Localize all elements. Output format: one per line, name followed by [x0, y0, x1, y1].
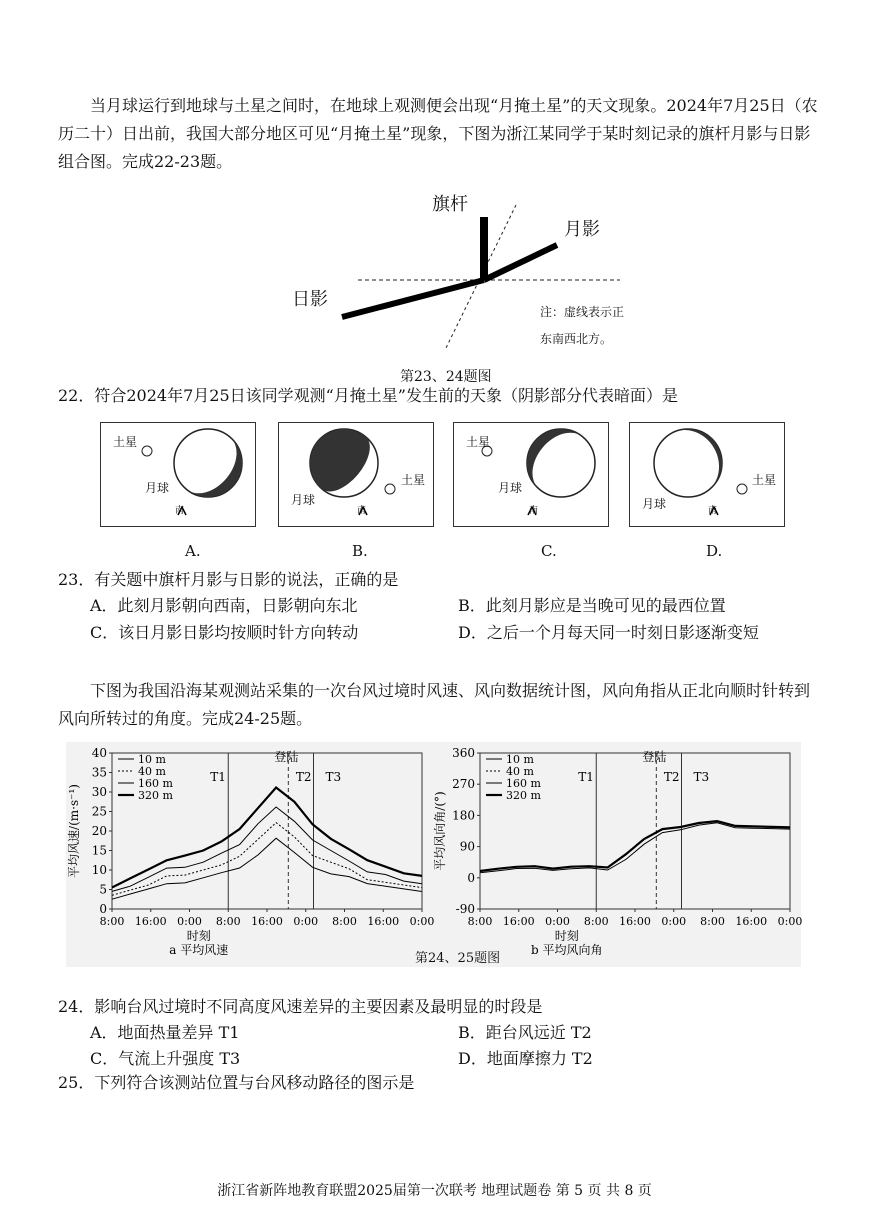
y-tick-label: 0	[99, 902, 107, 916]
period-label-t2: T2	[663, 770, 680, 784]
x-tick-label: 16:00	[134, 915, 167, 928]
moon-label: 月球	[145, 481, 170, 495]
south-label: 南	[708, 506, 718, 516]
question-24-option-d: D．地面摩擦力 T2	[458, 1049, 593, 1068]
y-tick-label: 270	[452, 777, 475, 792]
option-a-label: A.	[185, 542, 201, 560]
landfall-label: 登陆	[642, 750, 667, 764]
x-tick-label: 0:00	[177, 915, 202, 928]
x-tick-label: 0:00	[777, 915, 802, 928]
question-24-stem: 24．影响台风过境时不同高度风速差异的主要因素及最明显的时段是	[58, 997, 543, 1016]
series-line-10m	[112, 838, 422, 899]
figure-caption-1: 第23、24题图	[400, 369, 492, 385]
option-a-panel	[100, 422, 256, 527]
legend-label: 40 m	[506, 765, 534, 778]
legend-label: 320 m	[506, 789, 541, 802]
period-label-t3: T3	[693, 770, 710, 784]
page-footer: 浙江省新阵地教育联盟2025届第一次联考 地理试题卷 第 5 页 共 8 页	[217, 1183, 652, 1199]
question-23-stem: 23．有关题中旗杆月影与日影的说法，正确的是	[58, 570, 399, 589]
period-label-t3: T3	[325, 770, 342, 784]
landfall-label: 登陆	[274, 750, 299, 764]
legend-label: 320 m	[138, 789, 173, 802]
saturn-label: 土星	[113, 435, 138, 449]
saturn-circle	[385, 484, 395, 494]
south-label: 南	[175, 506, 185, 516]
x-tick-label: 16:00	[735, 915, 768, 928]
x-tick-label: 8:00	[332, 915, 357, 928]
option-b-panel	[278, 422, 434, 527]
x-tick-label: 0:00	[545, 915, 570, 928]
saturn-circle	[142, 446, 152, 456]
y-tick-label: 40	[91, 746, 107, 760]
option-c-label: C.	[541, 542, 557, 560]
question-23-option-d: D．之后一个月每天同一时刻日影逐渐变短	[458, 623, 759, 642]
y-tick-label: 15	[91, 843, 107, 858]
period-label-t1: T1	[210, 770, 226, 784]
x-tick-label: 16:00	[619, 915, 651, 928]
saturn-circle	[737, 484, 747, 494]
x-tick-label: 16:00	[367, 915, 400, 928]
option-b-label: B.	[352, 542, 368, 560]
y-tick-label: -90	[455, 902, 475, 916]
y-tick-label: 0	[467, 870, 475, 885]
intro-paragraph-2: 下图为我国沿海某观测站采集的一次台风过境时风速、风向数据统计图，风向角指从正北向顺时针转到风向所转过的角度。完成24-25题。	[58, 681, 811, 728]
figure-caption-2: 第24、25题图	[415, 951, 501, 966]
y-tick-label: 5	[99, 882, 107, 897]
intro-paragraph-1: 当月球运行到地球与土星之间时，在地球上观测便会出现“月掩土星”的天文现象。2024年7月25日（农历二十）日出前，我国大部分地区可见“月掩土星”现象，下图为浙江某同学于某时刻记录的旗杆月影与日影组合图。完成22-23题。	[58, 96, 818, 171]
x-tick-label: 8:00	[583, 915, 609, 928]
x-tick-label: 16:00	[251, 915, 283, 928]
x-tick-label: 8:00	[215, 915, 241, 928]
question-24-option-a: A．地面热量差异 T1	[90, 1023, 240, 1042]
question-22-stem: 22．符合2024年7月25日该同学观测“月掩土星”发生前的天象（阴影部分代表暗面）是	[58, 386, 678, 405]
y-tick-label: 25	[91, 804, 107, 819]
period-label-t1: T1	[578, 770, 594, 784]
question-25-stem: 25．下列符合该测站位置与台风移动路径的图示是	[58, 1073, 415, 1092]
y-tick-label: 180	[452, 808, 475, 823]
y-axis-label: 平均风向角/(°)	[433, 791, 447, 871]
moon-shadow-line	[484, 245, 557, 280]
x-axis-label: 时刻	[186, 929, 211, 943]
saturn-label: 土星	[752, 473, 777, 487]
series-line-160m	[112, 807, 422, 891]
x-axis-label: 时刻	[554, 929, 579, 943]
legend-label: 160 m	[506, 777, 541, 790]
chart-title: a 平均风速	[169, 943, 229, 957]
legend-label: 10 m	[138, 753, 166, 766]
moon-shadow-label: 月影	[564, 219, 600, 240]
option-d-panel	[629, 422, 785, 527]
y-tick-label: 360	[452, 746, 475, 760]
moon-label: 月球	[291, 493, 316, 507]
moon-label: 月球	[498, 481, 523, 495]
south-label: 南	[529, 506, 539, 516]
sun-shadow-line	[342, 280, 484, 317]
legend-label: 10 m	[506, 753, 534, 766]
x-tick-label: 16:00	[502, 915, 535, 928]
y-tick-label: 10	[91, 863, 107, 877]
period-label-t2: T2	[295, 770, 312, 784]
y-tick-label: 90	[459, 839, 475, 854]
flagpole-label: 旗杆	[432, 194, 468, 215]
x-tick-label: 0:00	[409, 915, 435, 928]
wind-speed-chart	[66, 745, 436, 967]
y-tick-label: 20	[91, 824, 107, 838]
chart-title: b 平均风向角	[531, 943, 603, 957]
x-tick-label: 8:00	[467, 915, 493, 928]
saturn-label: 土星	[401, 473, 426, 487]
option-c-panel	[453, 422, 609, 527]
moon-label: 月球	[642, 497, 667, 511]
question-23-option-a: A．此刻月影朝向西南，日影朝向东北	[90, 596, 358, 615]
saturn-label: 土星	[466, 435, 491, 449]
legend-label: 40 m	[138, 765, 166, 778]
y-tick-label: 35	[91, 765, 107, 780]
question-24-option-c: C．气流上升强度 T3	[90, 1049, 241, 1068]
question-23-option-c: C．该日月影日影均按顺时针方向转动	[90, 623, 359, 642]
figure-note-1: 注：虚线表示正	[540, 305, 625, 319]
x-tick-label: 0:00	[293, 915, 319, 928]
x-tick-label: 0:00	[661, 915, 687, 928]
series-line-320m	[480, 821, 790, 871]
wind-direction-chart	[432, 745, 802, 967]
sun-shadow-label: 日影	[292, 289, 328, 310]
x-tick-label: 8:00	[99, 915, 125, 928]
legend-label: 160 m	[138, 777, 173, 790]
south-label: 南	[357, 506, 367, 516]
option-d-label: D.	[706, 542, 723, 560]
figure-note-2: 东南西北方。	[540, 332, 613, 346]
question-23-option-b: B．此刻月影应是当晚可见的最西位置	[458, 596, 726, 615]
y-tick-label: 30	[91, 785, 107, 799]
y-axis-label: 平均风速/(m·s⁻¹)	[67, 784, 81, 878]
question-24-option-b: B．距台风远近 T2	[458, 1023, 592, 1042]
x-tick-label: 8:00	[700, 915, 725, 928]
